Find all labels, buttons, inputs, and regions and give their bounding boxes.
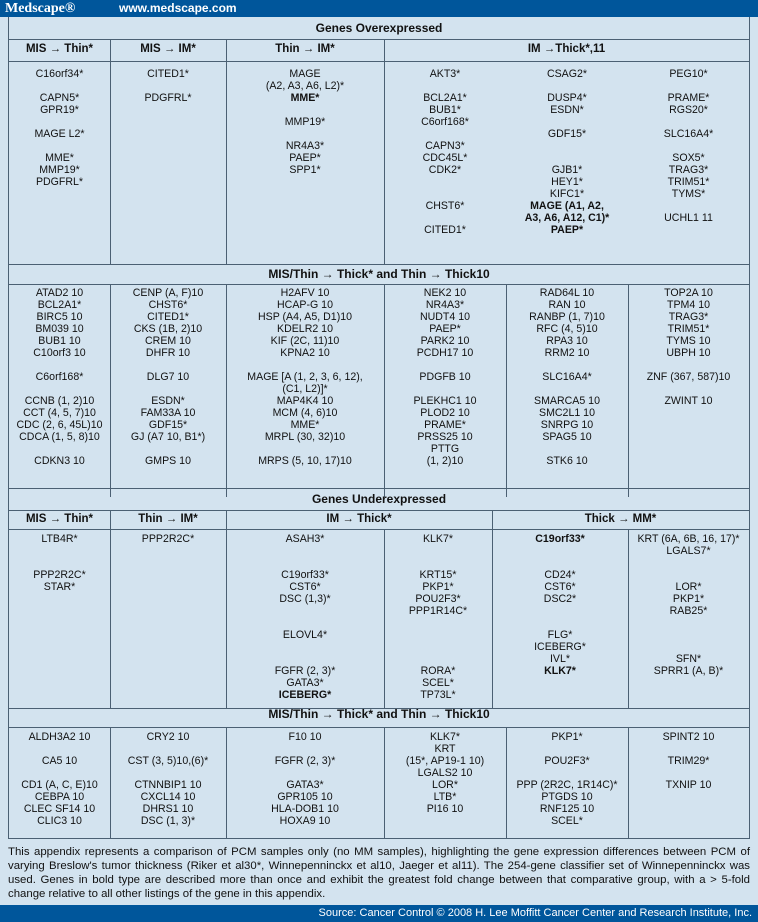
list-item xyxy=(628,200,749,212)
list-item: TOP2A 10 xyxy=(664,287,713,299)
list-item xyxy=(628,140,749,152)
list-item: PDGFB 10 xyxy=(419,371,471,383)
list-item: SPRR1 (A, B)* xyxy=(653,665,724,677)
section-title-thick-over: MIS/Thin → Thick* and Thin → Thick10 xyxy=(268,267,490,281)
col-header-thin-im: Thin → IM* xyxy=(275,43,335,55)
thick-under-col-2 xyxy=(110,731,226,827)
list-item: F10 10 xyxy=(288,731,322,743)
list-item: SCEL* xyxy=(422,677,454,689)
section-title-overexpressed: Genes Overexpressed xyxy=(315,21,443,35)
list-item: PPP2R2C* xyxy=(33,569,86,581)
list-item: CHST6* xyxy=(148,299,188,311)
list-item xyxy=(492,617,628,629)
list-item: MAGE [A (1, 2, 3, 6, 12), xyxy=(247,371,363,383)
list-item: ATAD2 10 xyxy=(35,287,84,299)
list-item xyxy=(226,641,384,653)
list-item: KDELR2 10 xyxy=(277,323,333,335)
list-item: C6orf168* xyxy=(421,116,469,128)
list-item xyxy=(628,80,749,92)
list-item: HSP (A4, A5, D1)10 xyxy=(257,311,353,323)
list-item: C6orf168* xyxy=(35,371,84,383)
list-item: TRAG3* xyxy=(668,311,709,323)
list-item: C16orf34* xyxy=(35,68,84,80)
list-item: PLEKHC1 10 xyxy=(413,395,477,407)
col-header-under-thin-im: Thin → IM* xyxy=(138,513,198,525)
list-item: MRPS (5, 10, 17)10 xyxy=(258,455,352,467)
list-item: GMPS 10 xyxy=(145,455,191,467)
site-url[interactable]: www.medscape.com xyxy=(119,1,237,15)
list-item: TYMS* xyxy=(671,188,706,200)
list-item: MAGE L2* xyxy=(34,128,85,140)
list-item: CDC (2, 6, 45L)10 xyxy=(16,419,103,431)
over-col-im-thick-c xyxy=(628,68,749,224)
list-item xyxy=(226,545,384,557)
list-item: MAP4K4 10 xyxy=(276,395,334,407)
list-item: PTTG xyxy=(430,443,460,455)
col-header-mis-thin: MIS → Thin* xyxy=(25,43,94,55)
list-item: TRIM51* xyxy=(667,323,710,335)
list-item xyxy=(384,383,506,395)
section-title-underexpressed: Genes Underexpressed xyxy=(311,492,447,506)
list-item: A3, A6, A12, C1)* xyxy=(524,212,610,224)
list-item: CTNNBIP1 10 xyxy=(134,779,202,791)
list-item: PLOD2 10 xyxy=(420,407,470,419)
list-item: C19orf33* xyxy=(281,569,329,581)
col-header-under-im-thick: IM → Thick* xyxy=(326,513,392,525)
list-item: LTB4R* xyxy=(41,533,78,545)
list-item: FLG* xyxy=(547,629,573,641)
top-banner xyxy=(0,0,758,17)
list-item: BIRC5 10 xyxy=(36,311,83,323)
under-col-thick-mm-a xyxy=(492,533,628,677)
list-item: TRIM51* xyxy=(667,176,710,188)
list-item xyxy=(9,545,110,557)
under-col-mis-thin xyxy=(9,533,110,593)
list-item: KPNA2 10 xyxy=(280,347,330,359)
list-item xyxy=(628,629,749,641)
over-col-im-thick-b xyxy=(506,68,628,236)
list-item: STAR* xyxy=(43,581,76,593)
list-item: NR4A3* xyxy=(425,299,465,311)
list-item: CREM 10 xyxy=(145,335,191,347)
list-item: HOXA9 10 xyxy=(279,815,331,827)
list-item: LOR* xyxy=(432,779,458,791)
list-item: ALDH3A2 10 xyxy=(28,731,91,743)
list-item: (C1, L2)]* xyxy=(282,383,328,395)
list-item: PPP2R2C* xyxy=(141,533,195,545)
thick-over-col-1 xyxy=(9,287,110,467)
list-item: CXCL14 10 xyxy=(140,791,196,803)
list-item: RPA3 10 xyxy=(546,335,588,347)
list-item xyxy=(9,80,110,92)
list-item xyxy=(9,383,110,395)
list-item: CST (3, 5)10,(6)* xyxy=(127,755,209,767)
list-item xyxy=(110,767,226,779)
list-item xyxy=(384,617,492,629)
list-item: RNF125 10 xyxy=(539,803,595,815)
list-item xyxy=(110,359,226,371)
footnote: This appendix represents a comparison of PCM samples only (no MM samples), highlighting the gene expression differences between PCM of varying Breslow's tumor thickness (Riker et al30*, Winnepenninckx et al10, Jaeger et al11). The 254-gene classifier set of Winnepenninckx was used. Genes in bold type are described more than once and exhibit the greatest fold change between that comparative group, with a > 5-fold change relative to all other listings of the gene in this appendix. xyxy=(8,846,750,900)
list-item xyxy=(226,767,384,779)
list-item: LTB* xyxy=(433,791,457,803)
thick-over-col-5 xyxy=(506,287,628,467)
list-item: PRAME* xyxy=(667,92,710,104)
list-item: DHRS1 10 xyxy=(142,803,194,815)
list-item: DLG7 10 xyxy=(146,371,190,383)
list-item: CITED1* xyxy=(424,224,466,236)
thick-under-col-3 xyxy=(226,731,384,827)
list-item: ELOVL4* xyxy=(282,629,328,641)
list-item xyxy=(9,140,110,152)
list-item xyxy=(384,359,506,371)
list-item: SLC16A4* xyxy=(663,128,714,140)
list-item: UBPH 10 xyxy=(666,347,711,359)
list-item xyxy=(110,443,226,455)
list-item xyxy=(226,743,384,755)
list-item: CHST6* xyxy=(425,200,465,212)
list-item: PTGDS 10 xyxy=(541,791,593,803)
source-text: Source: Cancer Control © 2008 H. Lee Moffitt Cancer Center and Research Institute, Inc. xyxy=(318,907,752,919)
list-item xyxy=(628,743,749,755)
list-item: KRT15* xyxy=(419,569,457,581)
list-item: PPP1R14C* xyxy=(408,605,468,617)
list-item: GDF15* xyxy=(148,419,188,431)
list-item: SFN* xyxy=(675,653,702,665)
list-item: ICEBERG* xyxy=(278,689,332,701)
list-item: CKS (1B, 2)10 xyxy=(133,323,203,335)
list-item xyxy=(226,128,384,140)
medscape-logo[interactable]: Medscape® xyxy=(5,1,76,16)
list-item: CENP (A, F)10 xyxy=(132,287,204,299)
list-item: CDKN3 10 xyxy=(34,455,85,467)
list-item: MME* xyxy=(290,419,320,431)
list-item: POU2F3* xyxy=(544,755,590,767)
list-item: RAD64L 10 xyxy=(539,287,595,299)
list-item: RGS20* xyxy=(669,104,708,116)
list-item: ASAH3* xyxy=(285,533,325,545)
list-item xyxy=(226,557,384,569)
list-item: FAM33A 10 xyxy=(140,407,196,419)
list-item xyxy=(226,104,384,116)
list-item: SPINT2 10 xyxy=(662,731,715,743)
list-item: MME* xyxy=(290,92,320,104)
list-item xyxy=(226,443,384,455)
list-item: H2AFV 10 xyxy=(280,287,330,299)
list-item xyxy=(9,443,110,455)
list-item: PKP1* xyxy=(422,581,454,593)
list-item: MCM (4, 6)10 xyxy=(272,407,338,419)
list-item: TRAG3* xyxy=(668,164,709,176)
list-item xyxy=(110,383,226,395)
list-item: NR4A3* xyxy=(285,140,325,152)
thick-over-col-6 xyxy=(628,287,749,407)
list-item: DHFR 10 xyxy=(145,347,191,359)
list-item xyxy=(628,359,749,371)
list-item: CEBPA 10 xyxy=(34,791,85,803)
list-item: ZWINT 10 xyxy=(664,395,713,407)
list-item: GJ (A7 10, B1*) xyxy=(130,431,206,443)
list-item xyxy=(9,557,110,569)
list-item: SMARCA5 10 xyxy=(534,395,600,407)
list-item xyxy=(492,545,628,557)
list-item xyxy=(628,383,749,395)
list-item xyxy=(628,617,749,629)
thick-over-col-4 xyxy=(384,287,506,467)
list-item xyxy=(226,359,384,371)
list-item: HLA-DOB1 10 xyxy=(271,803,339,815)
list-item: STK6 10 xyxy=(546,455,588,467)
list-item xyxy=(628,569,749,581)
list-item: CDC45L* xyxy=(422,152,468,164)
list-item: CAPN5* xyxy=(39,92,80,104)
list-item: ESDN* xyxy=(151,395,185,407)
list-item: IVL* xyxy=(549,653,571,665)
thick-under-col-1 xyxy=(9,731,110,827)
gene-table xyxy=(8,17,750,839)
list-item: PAEP* xyxy=(429,323,461,335)
list-item: PRSS25 10 xyxy=(417,431,473,443)
list-item: DSC (1, 3)* xyxy=(140,815,196,827)
list-item: CDK2* xyxy=(428,164,462,176)
section-title-thick-under: MIS/Thin → Thick* and Thin → Thick10 xyxy=(268,707,490,721)
list-item: CA5 10 xyxy=(41,755,78,767)
list-item: SLC16A4* xyxy=(542,371,592,383)
list-item xyxy=(9,116,110,128)
list-item: ESDN* xyxy=(550,104,584,116)
list-item xyxy=(506,152,628,164)
list-item: FGFR (2, 3)* xyxy=(274,755,336,767)
list-item xyxy=(506,443,628,455)
list-item: MAGE (A1, A2, xyxy=(530,200,604,212)
list-item: PPP (2R2C, 1R14C)* xyxy=(516,779,618,791)
list-item: AKT3* xyxy=(429,68,461,80)
list-item: KRT (6A, 6B, 16, 17)* xyxy=(637,533,740,545)
list-item xyxy=(110,743,226,755)
list-item: DUSP4* xyxy=(547,92,587,104)
list-item: PCDH17 10 xyxy=(416,347,474,359)
list-item: PKP1* xyxy=(672,593,705,605)
list-item: HCAP-G 10 xyxy=(277,299,333,311)
list-item: MAGE xyxy=(289,68,321,80)
list-item xyxy=(506,80,628,92)
list-item xyxy=(506,140,628,152)
list-item: ZNF (367, 587)10 xyxy=(646,371,731,383)
list-item: PAEP* xyxy=(550,224,584,236)
list-item: LOR* xyxy=(675,581,702,593)
list-item: RAB25* xyxy=(669,605,708,617)
list-item: NUDT4 10 xyxy=(419,311,471,323)
list-item xyxy=(226,617,384,629)
list-item xyxy=(384,128,506,140)
list-item: MME* xyxy=(45,152,74,164)
list-item: CITED1* xyxy=(147,68,189,80)
list-item: CST6* xyxy=(544,581,576,593)
list-item: (15*, AP19-1 10) xyxy=(405,755,485,767)
list-item: KLK7* xyxy=(429,731,461,743)
under-col-im-thick-b xyxy=(384,533,492,701)
list-item: DSC2* xyxy=(543,593,577,605)
under-col-thin-im xyxy=(110,533,226,545)
list-item: PRAME* xyxy=(424,419,466,431)
list-item xyxy=(384,653,492,665)
thick-over-col-3 xyxy=(226,287,384,467)
list-item: TP73L* xyxy=(420,689,456,701)
list-item xyxy=(226,605,384,617)
list-item: MMP19* xyxy=(39,164,80,176)
list-item: TRIM29* xyxy=(667,755,710,767)
list-item: RAN 10 xyxy=(548,299,586,311)
list-item xyxy=(9,359,110,371)
list-item xyxy=(110,80,226,92)
over-col-thin-im xyxy=(226,68,384,176)
list-item: MMP19* xyxy=(284,116,326,128)
list-item: SPAG5 10 xyxy=(542,431,592,443)
list-item: SCEL* xyxy=(551,815,583,827)
list-item xyxy=(384,80,506,92)
list-item: TPM4 10 xyxy=(667,299,710,311)
list-item: GPR19* xyxy=(40,104,79,116)
list-item xyxy=(506,359,628,371)
list-item: KRT xyxy=(434,743,456,755)
list-item: BUB1 10 xyxy=(38,335,81,347)
col-header-mis-im: MIS → IM* xyxy=(140,43,196,55)
list-item: KLK7* xyxy=(422,533,454,545)
list-item: CCT (4, 5, 7)10 xyxy=(23,407,96,419)
list-item: BCL2A1* xyxy=(423,92,467,104)
list-item: POU2F3* xyxy=(415,593,461,605)
list-item: DSC (1,3)* xyxy=(279,593,331,605)
list-item xyxy=(384,545,492,557)
list-item: SOX5* xyxy=(672,152,705,164)
under-col-thick-mm-b xyxy=(628,533,749,677)
list-item: BM039 10 xyxy=(35,323,84,335)
list-item: GATA3* xyxy=(286,779,324,791)
list-item: PAEP* xyxy=(289,152,321,164)
list-item xyxy=(506,383,628,395)
list-item xyxy=(492,557,628,569)
list-item: LGALS7* xyxy=(666,545,711,557)
list-item: PEG10* xyxy=(669,68,708,80)
list-item: CSAG2* xyxy=(546,68,588,80)
list-item: GATA3* xyxy=(286,677,324,689)
list-item: MRPL (30, 32)10 xyxy=(264,431,346,443)
list-item: PDGFRL* xyxy=(144,92,192,104)
col-header-im-thick: IM →Thick*,11 xyxy=(527,43,606,55)
list-item: NEK2 10 xyxy=(423,287,467,299)
list-item: PARK2 10 xyxy=(420,335,470,347)
list-item xyxy=(9,743,110,755)
list-item: PDGFRL* xyxy=(35,176,84,188)
list-item: TYMS 10 xyxy=(666,335,711,347)
thick-under-col-5 xyxy=(506,731,628,827)
list-item: PI16 10 xyxy=(426,803,464,815)
source-banner xyxy=(0,905,758,922)
list-item: TXNIP 10 xyxy=(665,779,712,791)
list-item: RFC (4, 5)10 xyxy=(536,323,598,335)
list-item: CLEC SF14 10 xyxy=(23,803,96,815)
over-col-im-thick-a xyxy=(384,68,506,236)
list-item xyxy=(628,641,749,653)
list-item: SNRPG 10 xyxy=(540,419,594,431)
list-item xyxy=(628,767,749,779)
list-item xyxy=(384,557,492,569)
list-item: PKP1* xyxy=(551,731,583,743)
list-item: CITED1* xyxy=(147,311,189,323)
thick-under-col-4 xyxy=(384,731,506,815)
thick-over-col-2 xyxy=(110,287,226,467)
list-item: (1, 2)10 xyxy=(426,455,464,467)
list-item: KIF (2C, 11)10 xyxy=(270,335,340,347)
list-item: CD24* xyxy=(544,569,576,581)
thick-under-col-6 xyxy=(628,731,749,791)
list-item: C10orf3 10 xyxy=(33,347,86,359)
list-item xyxy=(506,116,628,128)
list-item: RANBP (1, 7)10 xyxy=(529,311,605,323)
list-item xyxy=(9,767,110,779)
list-item: CST6* xyxy=(289,581,321,593)
list-item: KLK7* xyxy=(544,665,576,677)
list-item xyxy=(384,212,506,224)
col-header-under-mis-thin: MIS → Thin* xyxy=(25,513,94,525)
list-item: ICEBERG* xyxy=(534,641,586,653)
list-item: C19orf33* xyxy=(535,533,585,545)
list-item: GJB1* xyxy=(551,164,583,176)
list-item: CLIC3 10 xyxy=(37,815,82,827)
list-item xyxy=(506,743,628,755)
over-col-mis-thin xyxy=(9,68,110,188)
col-header-under-thick-mm: Thick → MM* xyxy=(584,513,657,525)
list-item: UCHL1 11 xyxy=(664,212,713,224)
list-item xyxy=(384,176,506,188)
list-item: BUB1* xyxy=(429,104,461,116)
list-item: BCL2A1* xyxy=(37,299,82,311)
list-item: SPP1* xyxy=(289,164,321,176)
list-item: FGFR (2, 3)* xyxy=(274,665,336,677)
list-item xyxy=(226,653,384,665)
list-item: LGALS2 10 xyxy=(417,767,473,779)
list-item: GDF15* xyxy=(547,128,587,140)
list-item xyxy=(506,767,628,779)
list-item: CDCA (1, 5, 8)10 xyxy=(19,431,100,443)
list-item xyxy=(628,557,749,569)
list-item xyxy=(492,605,628,617)
list-item: RORA* xyxy=(420,665,456,677)
list-item: GPR105 10 xyxy=(277,791,333,803)
list-item: (A2, A3, A6, L2)* xyxy=(265,80,345,92)
list-item xyxy=(384,188,506,200)
list-item xyxy=(384,641,492,653)
list-item: CAPN3* xyxy=(425,140,465,152)
list-item: SMC2L1 10 xyxy=(539,407,595,419)
list-item xyxy=(628,116,749,128)
over-col-mis-im xyxy=(110,68,226,104)
list-item: CD1 (A, C, E)10 xyxy=(21,779,98,791)
list-item: HEY1* xyxy=(551,176,583,188)
list-item: CRY2 10 xyxy=(146,731,190,743)
list-item xyxy=(384,629,492,641)
list-item: KIFC1* xyxy=(549,188,585,200)
list-item: RRM2 10 xyxy=(544,347,590,359)
under-col-im-thick-a xyxy=(226,533,384,701)
list-item: CCNB (1, 2)10 xyxy=(24,395,95,407)
